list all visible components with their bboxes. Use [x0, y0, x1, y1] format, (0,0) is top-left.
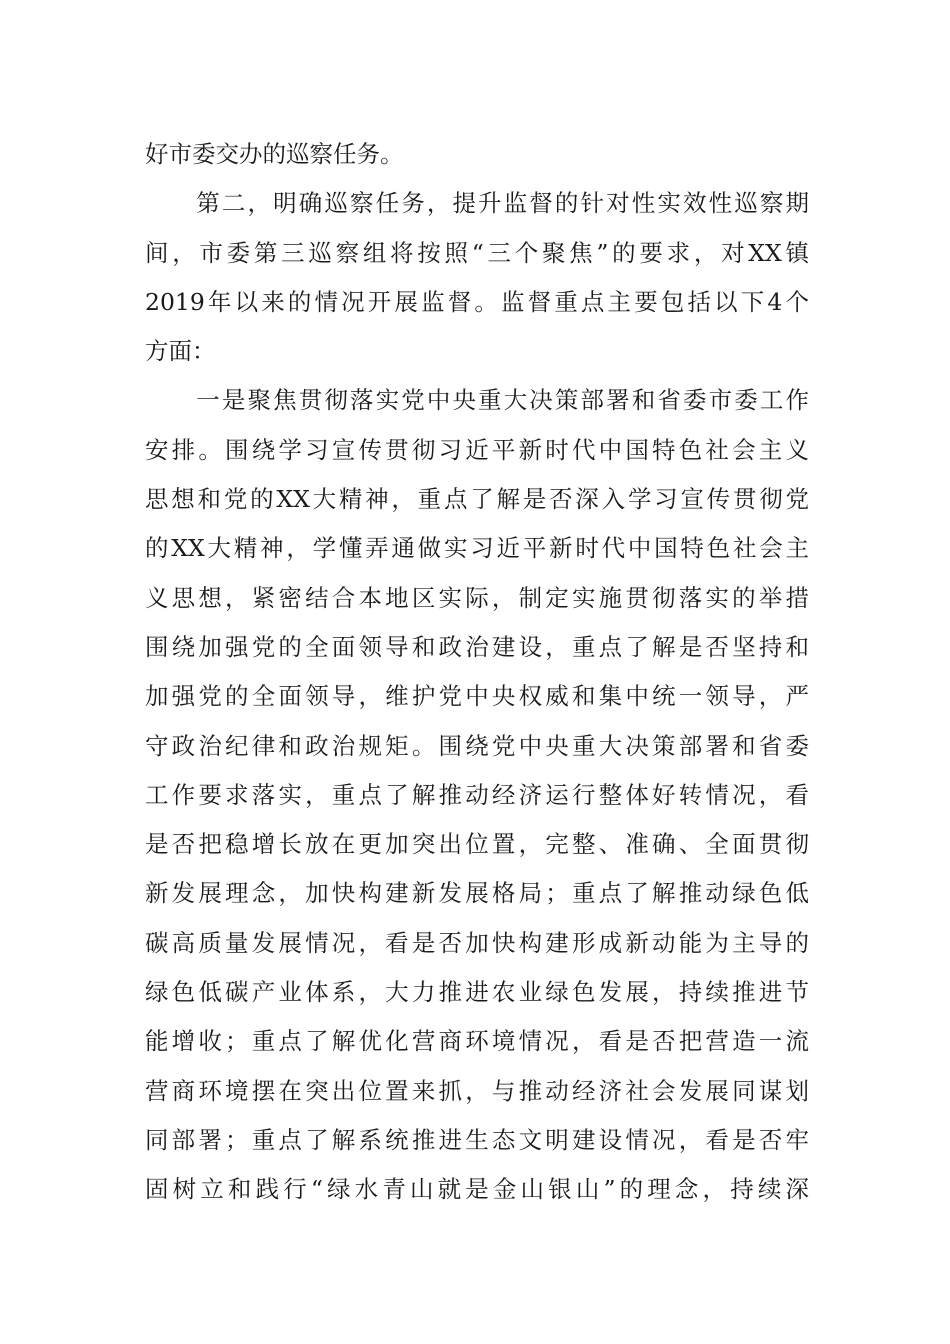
text-line: 加强党的全面领导，维护党中央权威和集中统一领导，严: [145, 682, 809, 711]
text-line: 工作要求落实，重点了解推动经济运行整体好转情况，看: [145, 780, 809, 809]
text-line: 一是聚焦贯彻落实党中央重大决策部署和省委市委工作: [145, 386, 809, 415]
text-line: 的XX大精神，学懂弄通做实习近平新时代中国特色社会主: [145, 534, 809, 563]
text-line: 义思想，紧密结合本地区实际，制定实施贯彻落实的举措: [145, 583, 809, 612]
text-line: 营商环境摆在突出位置来抓，与推动经济社会发展同谋划: [145, 1076, 809, 1105]
text-line: 围绕加强党的全面领导和政治建设，重点了解是否坚持和: [145, 632, 809, 661]
body-text: [145, 130, 809, 1215]
text-line: 思想和党的XX大精神，重点了解是否深入学习宣传贯彻党: [145, 485, 809, 514]
text-line: 间，市委第三巡察组将按照“三个聚焦”的要求，对XX镇: [145, 238, 809, 267]
text-line: 是否把稳增长放在更加突出位置，完整、准确、全面贯彻: [145, 830, 809, 859]
text-line: 方面：: [145, 337, 216, 366]
text-line: 新发展理念，加快构建新发展格局；重点了解推动绿色低: [145, 879, 809, 908]
text-line: 守政治纪律和政治规矩。围绕党中央重大决策部署和省委: [145, 731, 809, 760]
text-line: 固树立和践行“绿水青山就是金山银山”的理念，持续深: [145, 1175, 809, 1204]
text-line: 同部署；重点了解系统推进生态文明建设情况，看是否牢: [145, 1125, 809, 1154]
text-line: 碳高质量发展情况，看是否加快构建形成新动能为主导的: [145, 928, 809, 957]
text-line: 第二，明确巡察任务，提升监督的针对性实效性巡察期: [145, 189, 809, 218]
text-line: 安排。围绕学习宣传贯彻习近平新时代中国特色社会主义: [145, 435, 809, 464]
text-line: 绿色低碳产业体系，大力推进农业绿色发展，持续推进节: [145, 978, 809, 1007]
text-line: 能增收；重点了解优化营商环境情况，看是否把营造一流: [145, 1027, 809, 1056]
text-line: 好市委交办的巡察任务。: [145, 140, 404, 168]
text-line: 2019年以来的情况开展监督。监督重点主要包括以下4个: [145, 287, 809, 316]
